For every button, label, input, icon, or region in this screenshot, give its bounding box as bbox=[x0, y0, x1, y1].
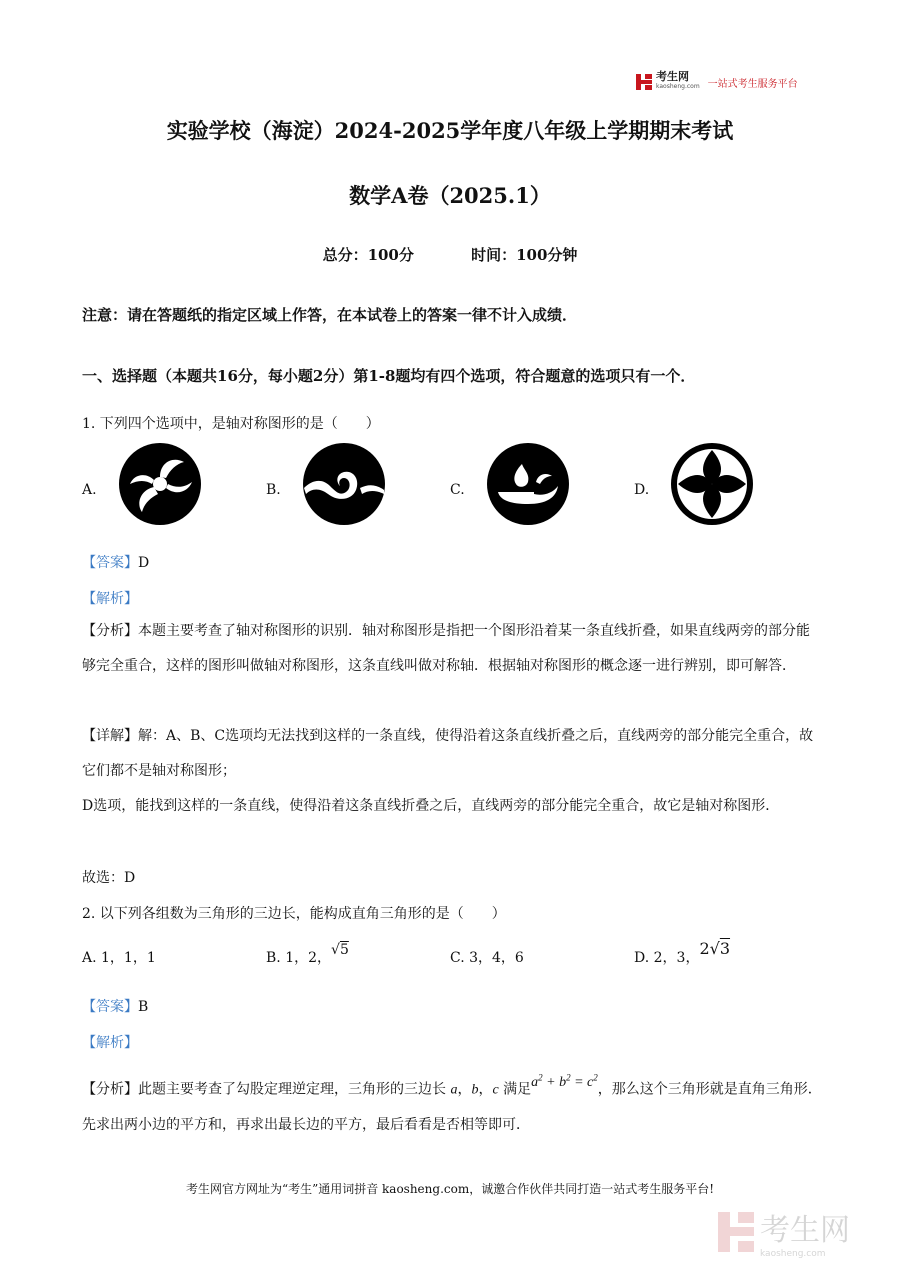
watermark-sub: kaosheng.com bbox=[760, 1249, 826, 1259]
q1-choose: 故选：D bbox=[82, 870, 136, 886]
q1-analysis: 【分析】本题主要考查了轴对称图形的识别．轴对称图形是指把一个图形沿着某一条直线折叠，如果直线两旁的部分能够完全重合，这样的图形叫做轴对称图形，这条直线叫做对称轴．根据轴对称图形的概念逐一进行辨别，即可解答． bbox=[82, 623, 810, 674]
q1-option-d-label: D. bbox=[634, 482, 650, 498]
q1-answer-row bbox=[82, 552, 149, 572]
exam-title: 实验学校（海淀）2024-2025学年度八年级上学期期末考试 bbox=[166, 118, 734, 143]
section-heading: 一、选择题（本题共16分，每小题2分）第1-8题均有四个选项，符合题意的选项只有一个． bbox=[82, 367, 696, 385]
q2-option-c: C. 3，4，6 bbox=[450, 950, 524, 966]
q1-option-a-label: A. bbox=[82, 482, 97, 498]
watermark bbox=[718, 1205, 850, 1259]
logo-tagline: 一站式考生服务平台 bbox=[707, 78, 798, 90]
q1-figure-a-icon bbox=[118, 442, 202, 526]
page-footer: 考生网官方网址为“考生”通用词拼音 kaosheng.com，诚邀合作伙伴共同打造一站式考生服务平台! bbox=[185, 1182, 715, 1196]
q2-option-a: A. 1，1，1 bbox=[82, 950, 156, 966]
q1-answer-label: 【答案】 bbox=[82, 555, 138, 571]
q2-analysis-label: 【解析】 bbox=[82, 1035, 138, 1051]
total-score: 总分：100分 bbox=[322, 246, 414, 264]
q2-option-d: D. 2，3，2√3 bbox=[634, 939, 731, 966]
q2-answer: B bbox=[138, 999, 149, 1015]
q2-stem: 2. 以下列各组数为三角形的三边长，能构成直角三角形的是（ ） bbox=[82, 906, 506, 922]
q1-figure-d-icon bbox=[670, 442, 754, 526]
q2-answer-label: 【答案】 bbox=[82, 999, 138, 1015]
q1-option-b-label: B. bbox=[266, 482, 281, 498]
q1-option-c-label: C. bbox=[450, 482, 465, 498]
q1-analysis-label: 【解析】 bbox=[82, 591, 138, 607]
q1-answer: D bbox=[138, 555, 150, 571]
q1-detail-2: D选项，能找到这样的一条直线，使得沿着这条直线折叠之后，直线两旁的部分能完全重合，故它是轴对称图形． bbox=[82, 798, 780, 814]
exam-meta bbox=[0, 244, 900, 265]
watermark-logo-icon bbox=[718, 1212, 754, 1252]
time-limit: 时间：100分钟 bbox=[471, 246, 578, 264]
exam-subtitle: 数学A卷（2025.1） bbox=[349, 183, 551, 208]
q2-answer-row bbox=[82, 996, 148, 1016]
q2-analysis: 【分析】此题主要考查了勾股定理逆定理，三角形的三边长 a，b，c 满足$a^2 + b^2 = c^2$，那么这个三角形就是直角三角形．先求出两小边的平方和，再求出最长边的平方，最后看看是否相等即可． bbox=[82, 1072, 822, 1133]
q2-option-b: B. 1，2，√5 bbox=[266, 942, 349, 966]
site-logo bbox=[636, 72, 798, 92]
q1-figure-b-icon bbox=[302, 442, 386, 526]
logo-name: 考生网 kaosheng.com bbox=[656, 70, 700, 90]
q1-stem: 1. 下列四个选项中，是轴对称图形的是（ ） bbox=[82, 416, 380, 432]
logo-mark-icon bbox=[636, 74, 652, 90]
q1-figure-c-icon bbox=[486, 442, 570, 526]
notice: 注意：请在答题纸的指定区域上作答，在本试卷上的答案一律不计入成绩． bbox=[82, 306, 578, 324]
q1-detail-1: 【详解】解：A、B、C选项均无法找到这样的一条直线，使得沿着这条直线折叠之后，直线两旁的部分能完全重合，故它们都不是轴对称图形； bbox=[82, 728, 814, 779]
watermark-text: 考生网 bbox=[760, 1213, 850, 1248]
pythagorean-formula: $a^2 + b^2 = c^2$ bbox=[531, 1072, 598, 1090]
logo-sub: kaosheng.com bbox=[656, 83, 700, 90]
